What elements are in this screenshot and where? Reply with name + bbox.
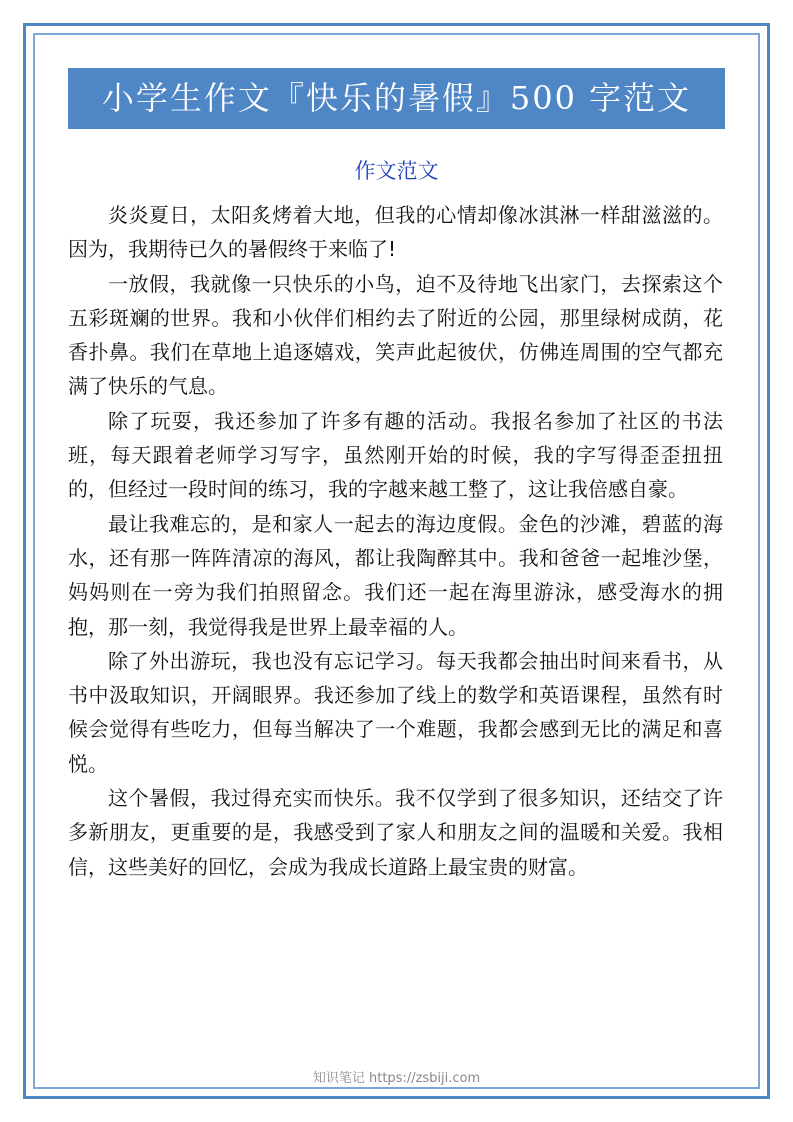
paragraph: 炎炎夏日，太阳炙烤着大地，但我的心情却像冰淇淋一样甜滋滋的。因为，我期待已久的暑假终于来临了! [68,203,723,262]
paragraph: 最让我难忘的，是和家人一起去的海边度假。金色的沙滩，碧蓝的海水，还有那一阵阵清凉的海风，都让我陶醉其中。我和爸爸一起堆沙堡，妈妈则在一旁为我们拍照留念。我们还一起在海里游泳，感受海水的拥抱，那一刻，我觉得我是世界上最幸福的人。 [68,511,723,639]
paragraph: 这个暑假，我过得充实而快乐。我不仅学到了很多知识，还结交了许多新朋友，更重要的是，我感受到了家人和朋友之间的温暖和关爱。我相信，这些美好的回忆，会成为我成长道路上最宝贵的财富。 [68,786,723,879]
paragraph: 除了玩耍，我还参加了许多有趣的活动。我报名参加了社区的书法班，每天跟着老师学习写字，虽然刚开始的时候，我的字写得歪歪扭扭的，但经过一段时间的练习，我的字越来越工整了，这让我倍感自豪。 [68,408,723,502]
page-title: 小学生作文『快乐的暑假』500 字范文 [101,79,692,117]
title-banner [68,68,725,129]
footer-watermark: 知识笔记 https://zsbiji.com [312,1071,481,1086]
essay-body [68,198,723,884]
section-subtitle: 作文范文 [354,159,439,183]
paragraph: 一放假，我就像一只快乐的小鸟，迫不及待地飞出家门，去探索这个五彩斑斓的世界。我和小伙伴们相约去了附近的公园，那里绿树成荫，花香扑鼻。我们在草地上追逐嬉戏，笑声此起彼伏，仿佛连周围的空气都充满了快乐的气息。 [68,271,723,399]
paragraph: 除了外出游玩，我也没有忘记学习。每天我都会抽出时间来看书，从书中汲取知识，开阔眼界。我还参加了线上的数学和英语课程，虽然有时候会觉得有些吃力，但每当解决了一个难题，我都会感到无比的满足和喜悦。 [68,648,723,776]
